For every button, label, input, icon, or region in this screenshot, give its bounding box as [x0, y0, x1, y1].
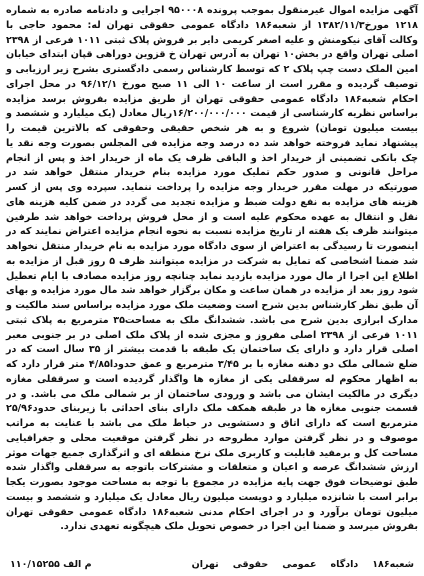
branch-label: شعبه۱۸۶	[372, 558, 414, 570]
notice-footer	[4, 556, 420, 572]
court-kind: عمومی	[282, 558, 317, 570]
court-city: تهران	[191, 558, 219, 570]
court-signature	[192, 559, 414, 570]
legal-notice	[4, 4, 420, 572]
notice-body-text: آگهی مزایده اموال غیرمنقول بموجب پرونده ۹۵۰۰۰۸ اجرایی و دادنامه صادره به شماره ۱۲۱۸ مورخ۱۳۸۲/۱۱/۳ از شعبه۱۸۶ دادگاه عمومی حقوقی تهران له: محمود حاجی با وکالت آقای نیکومنش و علیه اصغر کریمی دایر بر فروش پلاک ثبتی ۱۰۱۱ فرعی از ۲۳۹۸ اصلی تهران واقع در بخش۱۰ تهران به آدرس تهران خ قزوین دوراهی قپان ابتدای خیابان امین الملک دست چپ پلاک ۲ که توسط کارشناس رسمی دادگستری بشرح زیر ارزیابی و توصیف گردیده و مقرر است از ساعت ۱۰ الی ۱۱ صبح مورخ ۹۶/۱۲/۱ در محل اجرای احکام شعبه۱۸۶ دادگاه عمومی حقوقی تهران از طریق مزایده بفروش برسد مزایده براساس نظریه کارشناسی از قیمت ۱۶/۲۰۰/۰۰۰/۰۰۰ریال معادل (یک میلیارد و ششصد و بیست میلیون تومان) شروع و به هر شخص حقیقی وحقوقی که بالاترین قیمت را پیشنهاد نماید فروخته خواهد شد ده درصد وجه مزایده فی المجلس بصورت وجه نقد یا چک بانکی تضمینی از خریدار اخذ و الباقی ظرف یک ماه از خریدار اخذ و پس از انجام مراحل قانونی و صدور حکم تملیک مورد مزایده بنام خریدار منتقل خواهد شد در صورتیکه در مهلت مقرر خریدار وجه مزایده را پرداخت ننماید. سپرده وی پس از کسر هزینه های مزایده به نفع دولت ضبط و مزایده تجدید می گردد در ضمن کلیه هزینه های نقل و انتقال به عهده محکوم علیه است و از محل فروش پرداخت خواهد شد طرفین میتوانند ظرف یک هفته از تاریخ مزایده نسبت به نحوه انجام مزایده اعتراض نمایند که در اینصورت تا رسیدگی به اعتراض از سوی دادگاه مورد مزایده به نام خریدار منتقل نخواهد شد ضمنا اشخاصی که تمایل به شرکت در مزایده میتوانند ظرف ۵ روز قبل از مزایده به اطلاع این اجرا از مال مورد مزایده بازدید نماید چنانچه روز مزایده مصادف با ایام تعطیل شود روز بعد از مزایده در همان ساعت و مکان برگزار خواهد شد مال مورد مزایده و بهای آن طبق نظر کارشناس بدین شرح است وضعیت ملک مورد مزایده براساس سند مالکیت و مدارک ابرازی بدین شرح می باشد. ششدانگ ملک به مساحت۳۵ مترمربع به پلاک ثبتی ۱۰۱۱ فرعی از ۲۳۹۸ اصلی مفروز و مجزی شده از پلاک ملک اصلی در بر جنوبی معبر اصلی قرار دارد و دارای یک ساختمان یک طبقه با قدمت بیشتر از ۳۵ سال است که در ضلع شمالی ملک دو دهنه مغازه با بر ۳/۴۵ مترمربع و عمق حدودا۴/۸۵ متر قرار دارد که به اظهار محکوم له سرقفلی یکی از مغازه ها واگذار گردیده است و سرقفلی مغازه دیگری در مالکیت ایشان می باشد و ورودی ساختمان از بر شمالی ملک می باشد. و در قسمت جنوبی مغازه ها در طبقه همکف ملک دارای بنای احداثی با زیربنای حدود۲۵/۹۶ مترمربع است که دارای اتاق و دستشویی در حیاط ملک می باشد با عنایت به مراتب موصوف و در نظر گرفتن موارد مطروحه در نظر گرفتن موقعیت محلی و جغرافیایی مساحت کل و برمفید قابلیت و کاربری ملک نرخ منطقه ای و اثرگذاری جمیع جهات موثر ارزش ششدانگ عرصه و اعیان و متعلقات و مشترکات باتوجه به سرقفلی واگذار شده طبق توضیحات فوق جهت پایه مزایده در مجموع با توجه به مساحت موجود بصورت یکجا برابر است با شانزده میلیارد و دویست میلیون ریال معادل یک میلیارد و ششصد و بیست میلیون تومان برآورد و در اجرای احکام مدنی شعبه۱۸۶ دادگاه عمومی حقوقی تهران بفروش میرسد و ضمنا این اجرا در خصوص تحویل ملک هیچگونه تعهدی ندارد.	[6, 5, 419, 533]
court-type: حقوقی	[232, 558, 269, 570]
reference-number: ۱۱۰/۱۵۲۵۵ م الف	[10, 558, 92, 570]
court-name: دادگاه	[330, 558, 359, 570]
